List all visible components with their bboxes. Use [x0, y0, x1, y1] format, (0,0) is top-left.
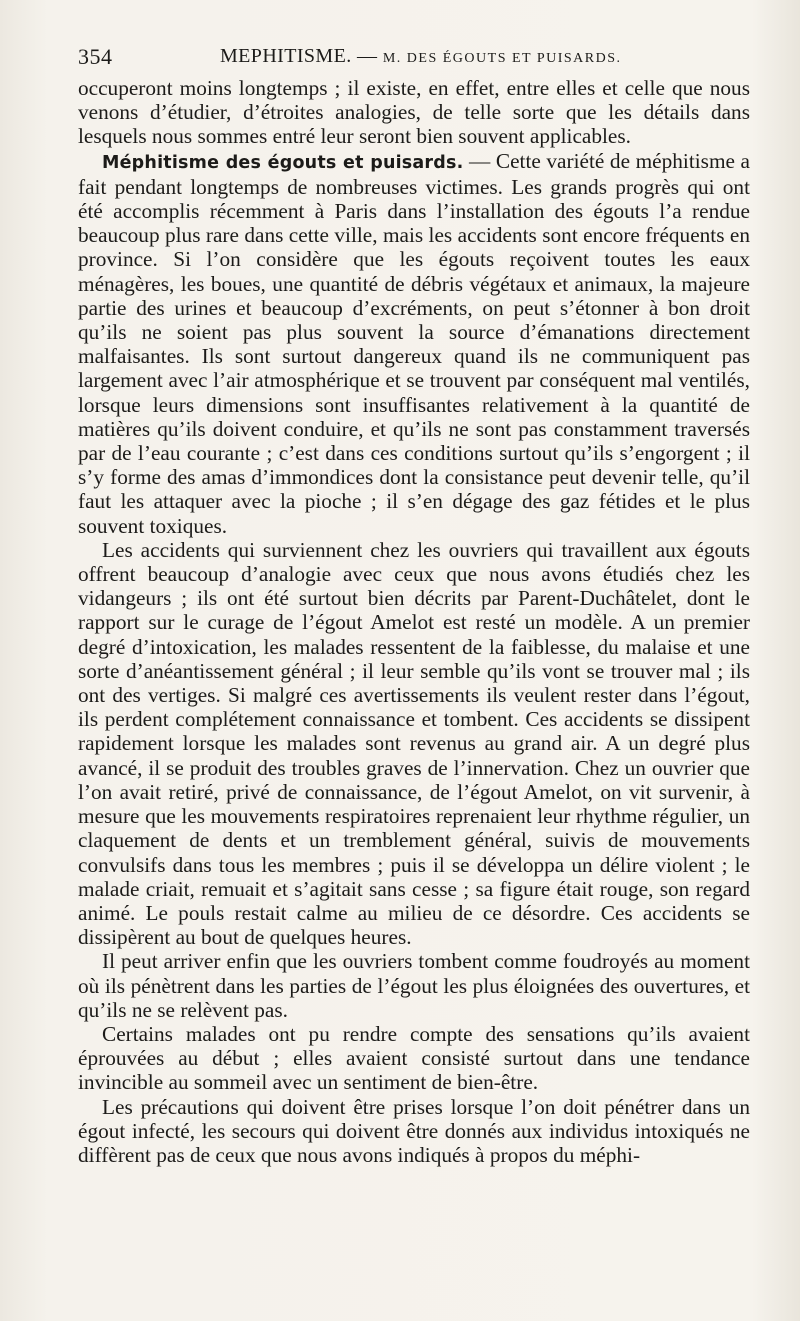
paragraph-continuation: occuperont moins longtemps ; il existe, en effet, entre elles et celle que nous venons d’étudier, d’étroites analogies, de telle sorte que les détails dans lesquels nous sommes entré leur seront bien souvent applicables. [78, 76, 750, 149]
paragraph-precautions: Les précautions qui doivent être prises lorsque l’on doit pénétrer dans un égout infecté, les secours qui doivent être donnés aux individus intoxiqués ne diffèrent pas de ceux que nous avons indiqués à propos du méphi- [78, 1094, 750, 1167]
running-title-main: MEPHITISME. [220, 45, 352, 67]
running-title-sub: M. DES ÉGOUTS ET PUISARDS. [382, 51, 622, 66]
running-title [220, 45, 622, 68]
running-title-dash: — [357, 45, 378, 67]
body-text [78, 76, 750, 1167]
section-heading: Méphitisme des égouts et puisards. [102, 152, 464, 173]
section-intro-text: — Cette variété de méphitisme a fait pendant longtemps de nombreuses victimes. Les grands progrès qui ont été accomplis récemment à Paris dans l’installation des égouts l’a rendue beaucoup plus rare dans cette ville, mais les accidents sont encore fréquents en province. Si l’on considère que les égouts reçoivent toutes les eaux ménagères, les boues, une quantité de débris végétaux et animaux, la majeure partie des urines et beaucoup d’excréments, on peut s’étonner à bon droit qu’ils ne soient pas plus souvent la source d’émanations directement malfaisantes. Ils sont surtout dangereux quand ils ne communiquent pas largement avec l’air atmosphérique et se trouvent par conséquent mal ventilés, lorsque leurs dimensions sont insuffisantes relativement à la quantité de matières qu’ils doivent conduire, et qu’ils ne sont pas constamment traversés par de l’eau courante ; c’est dans ces conditions surtout qu’ils s’engorgent ; il s’y forme des amas d’immondices dont la consistance peut devenir telle, qu’il faut les attaquer avec la pioche ; il s’en dégage des gaz fétides et le plus souvent toxiques. [78, 148, 750, 538]
paragraph-sensations: Certains malades ont pu rendre compte des sensations qu’ils avaient éprouvées au début ; elles avaient consisté surtout dans une tendance invincible au sommeil avec un sentiment de bien-être. [78, 1021, 750, 1095]
paragraph-section-intro [78, 149, 750, 538]
paragraph-foudroyes: Il peut arriver enfin que les ouvriers tombent comme foudroyés au moment où ils pénètrent dans les parties de l’égout les plus éloignées des ouvertures, et qu’ils ne se relèvent pas. [78, 949, 750, 1022]
paragraph-accidents: Les accidents qui surviennent chez les ouvriers qui travaillent aux égouts offrent beaucoup d’analogie avec ceux que nous avons étudiés chez les vidangeurs ; ils ont été surtout bien décrits par Parent-Duchâtelet, dont le rapport sur le curage de l’égout Amelot est resté un modèle. A un premier degré d’intoxication, les malades ressentent de la faiblesse, du malaise et une sorte d’anéantissement général ; il leur semble qu’ils vont se trouver mal ; ils ont des vertiges. Si malgré ces avertissements ils veulent rester dans l’égout, ils perdent complétement connaissance et tombent. Ces accidents se dissipent rapidement lorsque les malades sont revenus au grand air. A un degré plus avancé, il se produit des troubles graves de l’innervation. Chez un ouvrier que l’on avait retiré, privé de connaissance, de l’égout Amelot, on vit survenir, à mesure que les mouvements respiratoires reprenaient leur rhythme régulier, un claquement de dents et un tremblement général, suivis de mouvements convulsifs dans tous les membres ; puis il se développa un délire violent ; le malade criait, remuait et s’agitait sans cesse ; sa figure était rouge, son regard animé. Le pouls restait calme au milieu de ce désordre. Ces accidents se dissipèrent au bout de quelques heures. [78, 537, 750, 950]
running-header [78, 44, 748, 72]
page-number: 354 [78, 44, 113, 69]
